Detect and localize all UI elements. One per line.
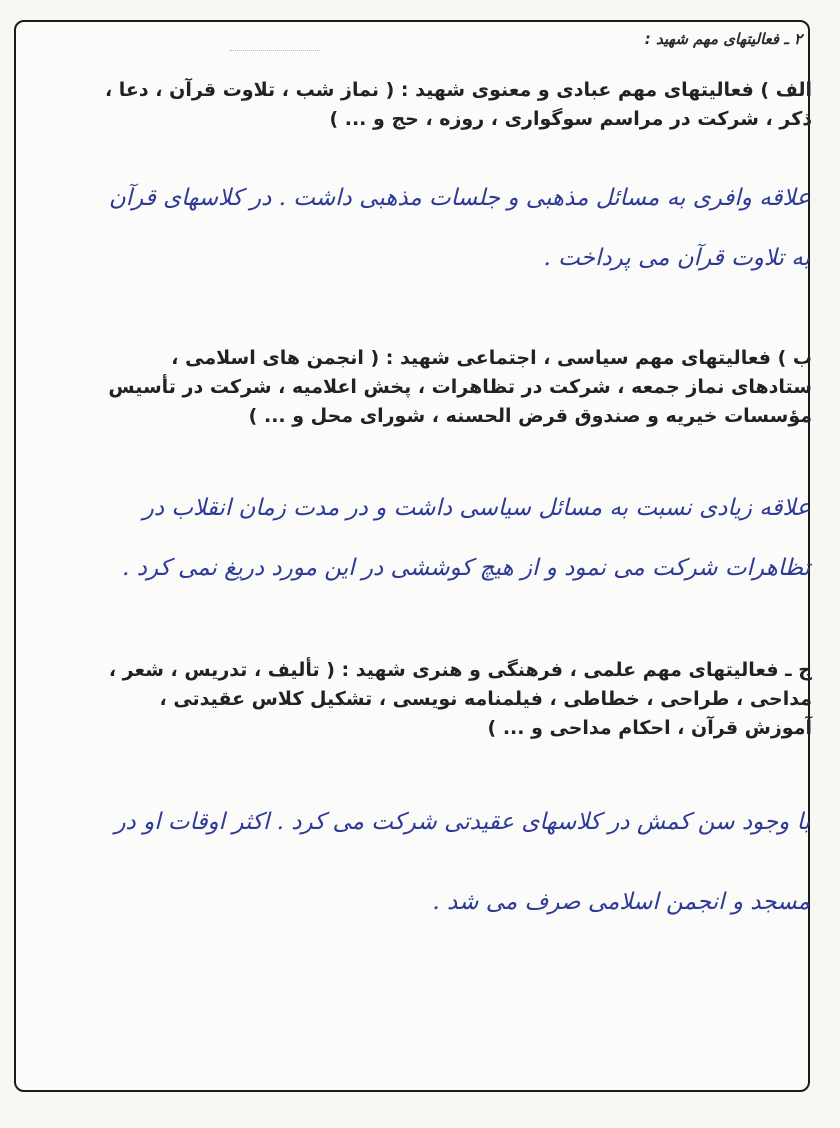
printed-block-alef	[42, 76, 812, 134]
handwritten-line: تظاهرات شرکت می نمود و از هیچ کوششی در این مورد دریغ نمی کرد .	[122, 555, 810, 581]
printed-line: ستادهای نماز جمعه ، شرکت در تظاهرات ، پخش اعلامیه ، شرکت در تأسیس	[108, 376, 812, 398]
printed-block-be	[42, 344, 812, 431]
section-heading: ۲ ـ فعالیتهای مهم شهید :	[644, 30, 802, 48]
handwritten-line: مسجد و انجمن اسلامی صرف می شد .	[432, 889, 810, 915]
handwritten-line: با وجود سن کمش در کلاسهای عقیدتی شرکت می کرد . اکثر اوقات او در	[114, 809, 810, 835]
printed-line: الف ) فعالیتهای مهم عبادی و معنوی شهید : ( نماز شب ، تلاوت قرآن ، دعا ،	[104, 79, 812, 101]
printed-block-jim	[42, 656, 812, 743]
printed-line: ب ) فعالیتهای مهم سیاسی ، اجتماعی شهید : ( انجمن های اسلامی ،	[171, 347, 812, 369]
printed-line: آموزش قرآن ، احکام مداحی و ... )	[487, 717, 812, 739]
printed-line: ج ـ فعالیتهای مهم علمی ، فرهنگی و هنری شهید : ( تألیف ، تدریس ، شعر ،	[108, 659, 812, 681]
printed-line: مداحی ، طراحی ، خطاطی ، فیلمنامه نویسی ، تشکیل کلاس عقیدتی ،	[159, 688, 812, 710]
handwritten-answer-be	[40, 478, 810, 598]
handwritten-line: به تلاوت قرآن می پرداخت .	[543, 245, 810, 271]
handwritten-line: علاقه زیادی نسبت به مسائل سیاسی داشت و در مدت زمان انقلاب در	[142, 495, 810, 521]
printed-line: ذکر ، شرکت در مراسم سوگواری ، روزه ، حج و ... )	[329, 108, 812, 130]
handwritten-answer-jim	[40, 792, 810, 932]
faint-ghost-text	[230, 36, 320, 51]
printed-line: مؤسسات خیریه و صندوق قرض الحسنه ، شورای محل و ... )	[248, 405, 812, 427]
handwritten-answer-alef	[40, 168, 810, 288]
handwritten-line: علاقه وافری به مسائل مذهبی و جلسات مذهبی داشت . در کلاسهای قرآن	[108, 185, 810, 211]
